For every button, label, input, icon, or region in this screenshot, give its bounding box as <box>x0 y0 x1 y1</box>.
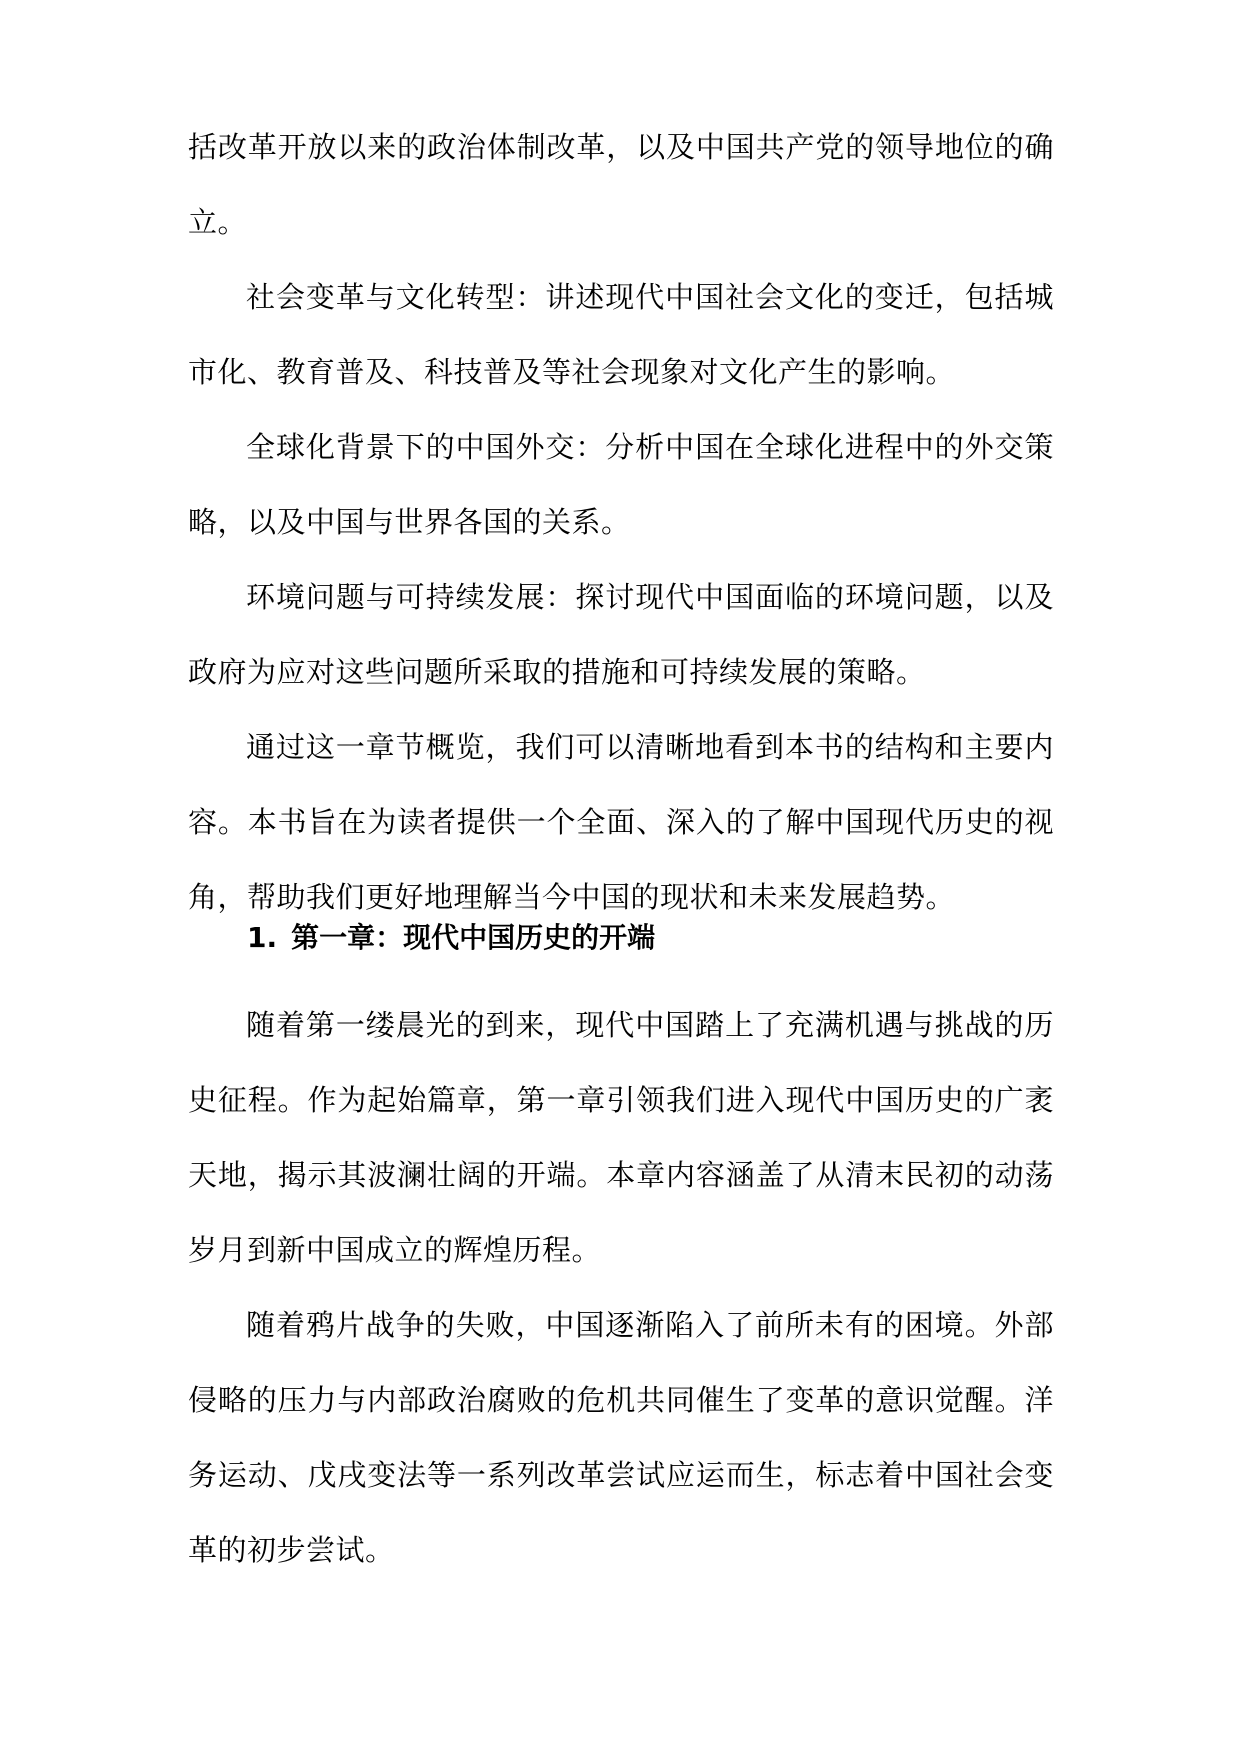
paragraph-5: 通过这一章节概览，我们可以清晰地看到本书的结构和主要内容。本书旨在为读者提供一个全面、深入的了解中国现代历史的视角，帮助我们更好地理解当今中国的现状和未来发展趋势。 <box>188 730 1054 914</box>
body-text-top <box>188 110 1054 935</box>
chapter-title: 第一章：现代中国历史的开端 <box>291 921 656 954</box>
paragraph-2: 社会变革与文化转型：讲述现代中国社会文化的变迁，包括城市化、教育普及、科技普及等社会现象对文化产生的影响。 <box>188 280 1054 389</box>
paragraph-3: 全球化背景下的中国外交：分析中国在全球化进程中的外交策略，以及中国与世界各国的关系。 <box>188 430 1054 539</box>
paragraph-1: 括改革开放以来的政治体制改革，以及中国共产党的领导地位的确立。 <box>188 130 1054 239</box>
chapter-heading <box>247 918 655 958</box>
body-text-bottom <box>188 988 1054 1588</box>
chapter-number: 1. <box>247 921 278 954</box>
paragraph-7: 随着鸦片战争的失败，中国逐渐陷入了前所未有的困境。外部侵略的压力与内部政治腐败的危机共同催生了变革的意识觉醒。洋务运动、戊戌变法等一系列改革尝试应运而生，标志着中国社会变革的初步尝试。 <box>188 1308 1054 1567</box>
paragraph-4: 环境问题与可持续发展：探讨现代中国面临的环境问题，以及政府为应对这些问题所采取的措施和可持续发展的策略。 <box>188 580 1054 689</box>
paragraph-6: 随着第一缕晨光的到来，现代中国踏上了充满机遇与挑战的历史征程。作为起始篇章，第一章引领我们进入现代中国历史的广袤天地，揭示其波澜壮阔的开端。本章内容涵盖了从清末民初的动荡岁月到新中国成立的辉煌历程。 <box>188 1008 1054 1267</box>
